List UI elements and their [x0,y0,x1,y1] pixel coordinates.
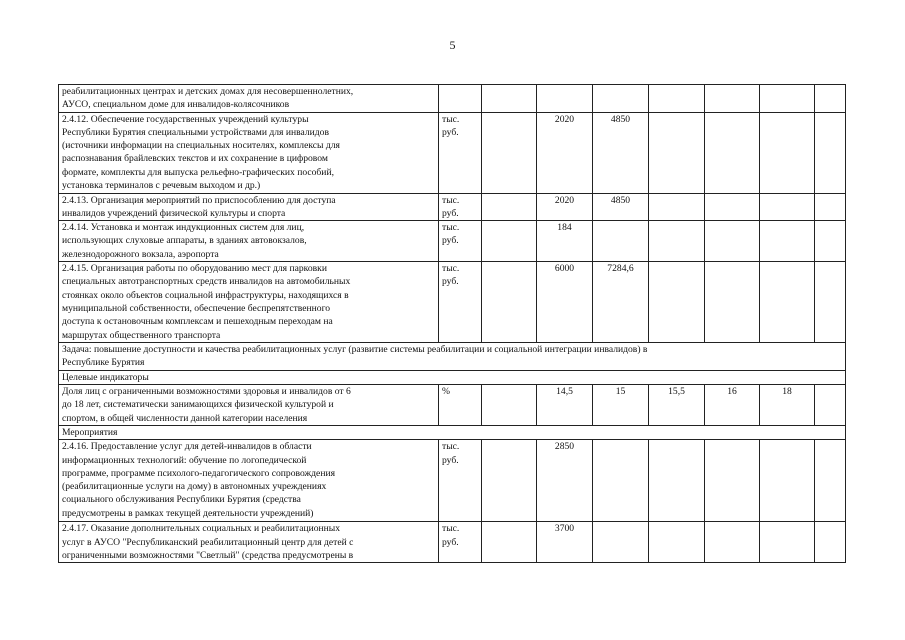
value-cell-c7 [815,522,846,563]
value-cell-c4 [649,522,705,563]
unit-cell: тыс. руб. [439,440,482,522]
value-cell-c3 [593,440,649,522]
value-cell-c3 [593,522,649,563]
row-2-4-16 [59,440,846,522]
measure-description: 2.4.14. Установка и монтаж индукционных систем для лиц, использующих слуховые аппараты, в зданиях автовокзалов, железнодорожного вокзала, аэропорта [59,221,439,262]
value-cell-c1 [482,221,537,262]
value-cell-c4 [649,440,705,522]
value-cell-c6: 18 [760,384,815,425]
unit-cell: тыс. руб. [439,221,482,262]
value-cell-c6 [760,112,815,193]
value-cell-c6 [760,193,815,221]
value-cell-c3 [593,221,649,262]
measure-description: 2.4.12. Обеспечение государственных учреждений культуры Республики Бурятия специальными устройствами для инвалидов (источники информации на специальных носителях, комплексы для распознавания брайлевских текстов и их сохранение в цифровом формате, комплекты для выпуска рельефно-графических пособий, установка терминалов с речевым выходом и др.) [59,112,439,193]
value-cell-c7 [815,193,846,221]
value-cell-c7 [815,262,846,343]
value-cell-c2: 3700 [537,522,593,563]
value-cell-c2: 184 [537,221,593,262]
unit-cell: тыс. руб. [439,193,482,221]
value-cell-c3 [593,85,649,113]
value-cell-c3: 4850 [593,193,649,221]
value-cell-c2: 2020 [537,193,593,221]
value-cell-c6 [760,262,815,343]
value-cell-c4 [649,85,705,113]
row-indicator-children [59,384,846,425]
measures-heading-text: Мероприятия [59,425,846,439]
value-cell-c7 [815,440,846,522]
value-cell-c4: 15,5 [649,384,705,425]
unit-cell: тыс. руб. [439,112,482,193]
measure-description: 2.4.17. Оказание дополнительных социальных и реабилитационных услуг в АУСО "Республиканский реабилитационный центр для детей с ограниченными возможностями "Светлый" (средства предусмотрены в [59,522,439,563]
value-cell-c1 [482,522,537,563]
row-2-4-12 [59,112,846,193]
value-cell-c5 [705,85,760,113]
measures-heading [59,425,846,439]
row-2-4-14 [59,221,846,262]
measure-description: Доля лиц с ограниченными возможностями здоровья и инвалидов от 6 до 18 лет, систематически занимающихся физической культурой и спортом, в общей численности данной категории населения [59,384,439,425]
measure-description: реабилитационных центрах и детских домах для несовершеннолетних, АУСО, специальном доме для инвалидов-колясочников [59,85,439,113]
row-continuation [59,85,846,113]
value-cell-c5 [705,440,760,522]
value-cell-c2: 14,5 [537,384,593,425]
value-cell-c6 [760,221,815,262]
program-table [58,84,846,563]
unit-cell: тыс. руб. [439,262,482,343]
value-cell-c5 [705,112,760,193]
value-cell-c5 [705,193,760,221]
value-cell-c5: 16 [705,384,760,425]
value-cell-c4 [649,221,705,262]
value-cell-c2: 6000 [537,262,593,343]
page-number: 5 [449,38,456,52]
measure-description: 2.4.13. Организация мероприятий по приспособлению для доступа инвалидов учреждений физической культуры и спорта [59,193,439,221]
value-cell-c7 [815,112,846,193]
target-indicators-heading-text: Целевые индикаторы [59,370,846,384]
value-cell-c5 [705,522,760,563]
value-cell-c1 [482,262,537,343]
value-cell-c2: 2850 [537,440,593,522]
value-cell-c1 [482,440,537,522]
value-cell-c7 [815,384,846,425]
task-row [59,343,846,371]
measure-description: 2.4.16. Предоставление услуг для детей-инвалидов в области информационных технологий: обучение по логопедической программе, программе психолого-педагогического сопровождения (реабилитационные услуги на дому) в автономных учреждениях социального обслуживания Республики Бурятия (средства предусмотрены в рамках текущей деятельности учреждений) [59,440,439,522]
value-cell-c2: 2020 [537,112,593,193]
measure-description: 2.4.15. Организация работы по оборудованию мест для парковки специальных автотранспортных средств инвалидов на автомобильных стоянках около объектов социальной инфраструктуры, находящихся в муниципальной собственности, обеспечение беспрепятственного доступа к остановочным комплексам и пешеходным переходам на маршрутах общественного транспорта [59,262,439,343]
value-cell-c6 [760,85,815,113]
unit-cell: тыс. руб. [439,522,482,563]
unit-cell [439,85,482,113]
value-cell-c7 [815,85,846,113]
task-row-text: Задача: повышение доступности и качества реабилитационных услуг (развитие системы реабилитации и социальной интеграции инвалидов) в Республике Бурятия [59,343,846,371]
value-cell-c3: 15 [593,384,649,425]
value-cell-c1 [482,85,537,113]
row-2-4-13 [59,193,846,221]
value-cell-c4 [649,193,705,221]
value-cell-c4 [649,112,705,193]
value-cell-c1 [482,384,537,425]
row-2-4-15 [59,262,846,343]
value-cell-c3: 4850 [593,112,649,193]
target-indicators-heading [59,370,846,384]
value-cell-c1 [482,193,537,221]
value-cell-c1 [482,112,537,193]
value-cell-c7 [815,221,846,262]
value-cell-c6 [760,440,815,522]
value-cell-c2 [537,85,593,113]
unit-cell: % [439,384,482,425]
value-cell-c4 [649,262,705,343]
value-cell-c3: 7284,6 [593,262,649,343]
row-2-4-17 [59,522,846,563]
value-cell-c6 [760,522,815,563]
value-cell-c5 [705,262,760,343]
value-cell-c5 [705,221,760,262]
